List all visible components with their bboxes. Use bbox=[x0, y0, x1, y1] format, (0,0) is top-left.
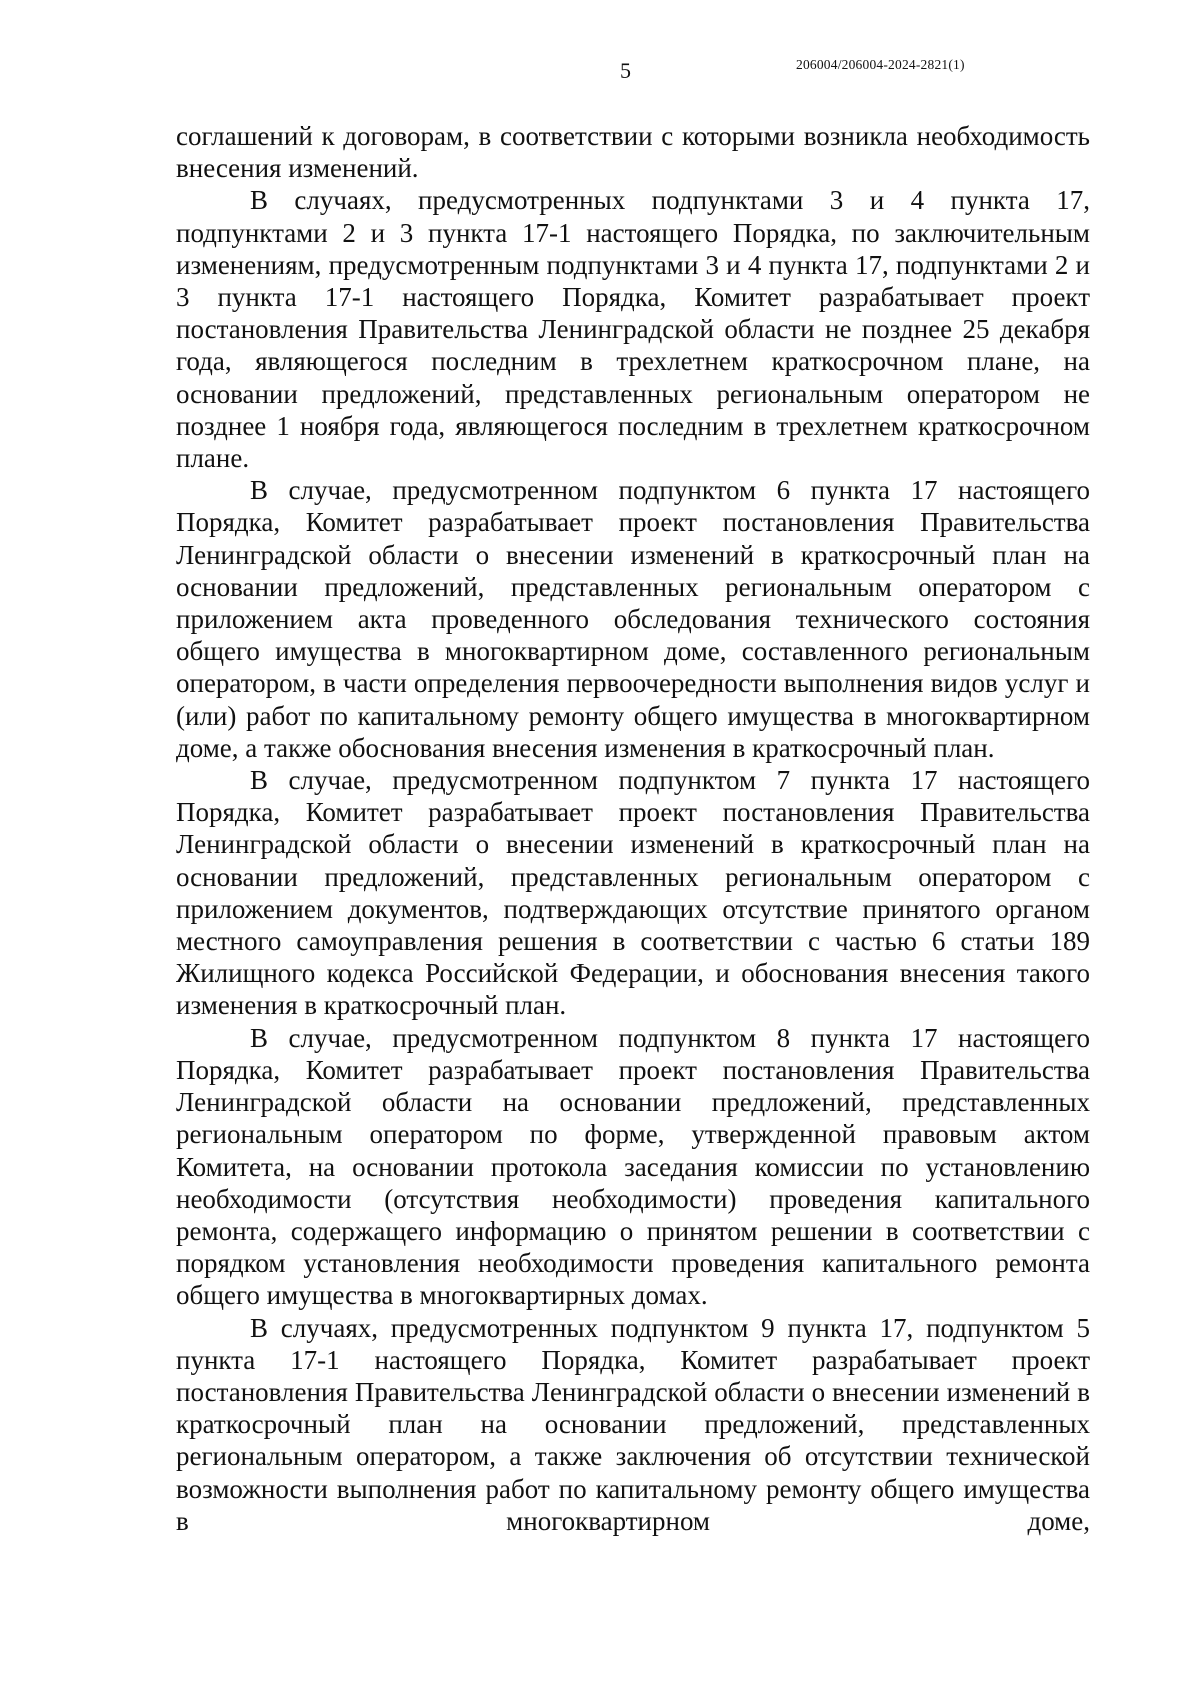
document-body bbox=[176, 120, 1090, 1537]
paragraph-subpoint-6: В случае, предусмотренном подпунктом 6 пункта 17 настоящего Порядка, Комитет разрабатывает проект постановления Правительства Ленинградской области о внесении изменений в краткосрочный план на основании предложений, представленных региональным оператором с приложением акта проведенного обследования технического состояния общего имущества в многоквартирном доме, составленного региональным оператором, в части определения первоочередности выполнения видов услуг и (или) работ по капитальному ремонту общего имущества в многоквартирном доме, а также обоснования внесения изменения в краткосрочный план. bbox=[176, 475, 1090, 763]
paragraph-subpoint-9: В случаях, предусмотренных подпунктом 9 пункта 17, подпунктом 5 пункта 17-1 настоящего Порядка, Комитет разрабатывает проект постановления Правительства Ленинградской области о внесении изменений в краткосрочный план на основании предложений, представленных региональным оператором, а также заключения об отсутствии технической возможности выполнения работ по капитальному ремонту общего имущества в многоквартирном доме, bbox=[176, 1312, 1090, 1536]
paragraph-subpoint-8: В случае, предусмотренном подпунктом 8 пункта 17 настоящего Порядка, Комитет разрабатывает проект постановления Правительства Ленинградской области на основании предложений, представленных региональным оператором по форме, утвержденной правовым актом Комитета, на основании протокола заседания комиссии по установлению необходимости (отсутствия необходимости) проведения капитального ремонта, содержащего информацию о принятом решении в соответствии с порядком установления необходимости проведения капитального ремонта общего имущества в многоквартирных домах. bbox=[176, 1022, 1090, 1311]
document-id: 206004/206004-2024-2821(1) bbox=[796, 57, 965, 72]
paragraph-subpoint-7: В случае, предусмотренном подпунктом 7 пункта 17 настоящего Порядка, Комитет разрабатывает проект постановления Правительства Ленинградской области о внесении изменений в краткосрочный план на основании предложений, представленных региональным оператором с приложением документов, подтверждающих отсутствие принятого органом местного самоуправления решения в соответствии с частью 6 статьи 189 Жилищного кодекса Российской Федерации, и обоснования внесения такого изменения в краткосрочный план. bbox=[176, 765, 1090, 1021]
page-number: 5 bbox=[620, 58, 631, 83]
paragraph-continuation: соглашений к договорам, в соответствии с которыми возникла необходимость внесения изменений. bbox=[176, 121, 1090, 184]
paragraph-subpoints-3-4: В случаях, предусмотренных подпунктами 3 и 4 пункта 17, подпунктами 2 и 3 пункта 17-1 настоящего Порядка, по заключительным изменениям, предусмотренным подпунктами 3 и 4 пункта 17, подпунктами 2 и 3 пункта 17-1 настоящего Порядка, Комитет разрабатывает проект постановления Правительства Ленинградской области не позднее 25 декабря года, являющегося последним в трехлетнем краткосрочном плане, на основании предложений, представленных региональным оператором не позднее 1 ноября года, являющегося последним в трехлетнем краткосрочном плане. bbox=[176, 185, 1090, 474]
